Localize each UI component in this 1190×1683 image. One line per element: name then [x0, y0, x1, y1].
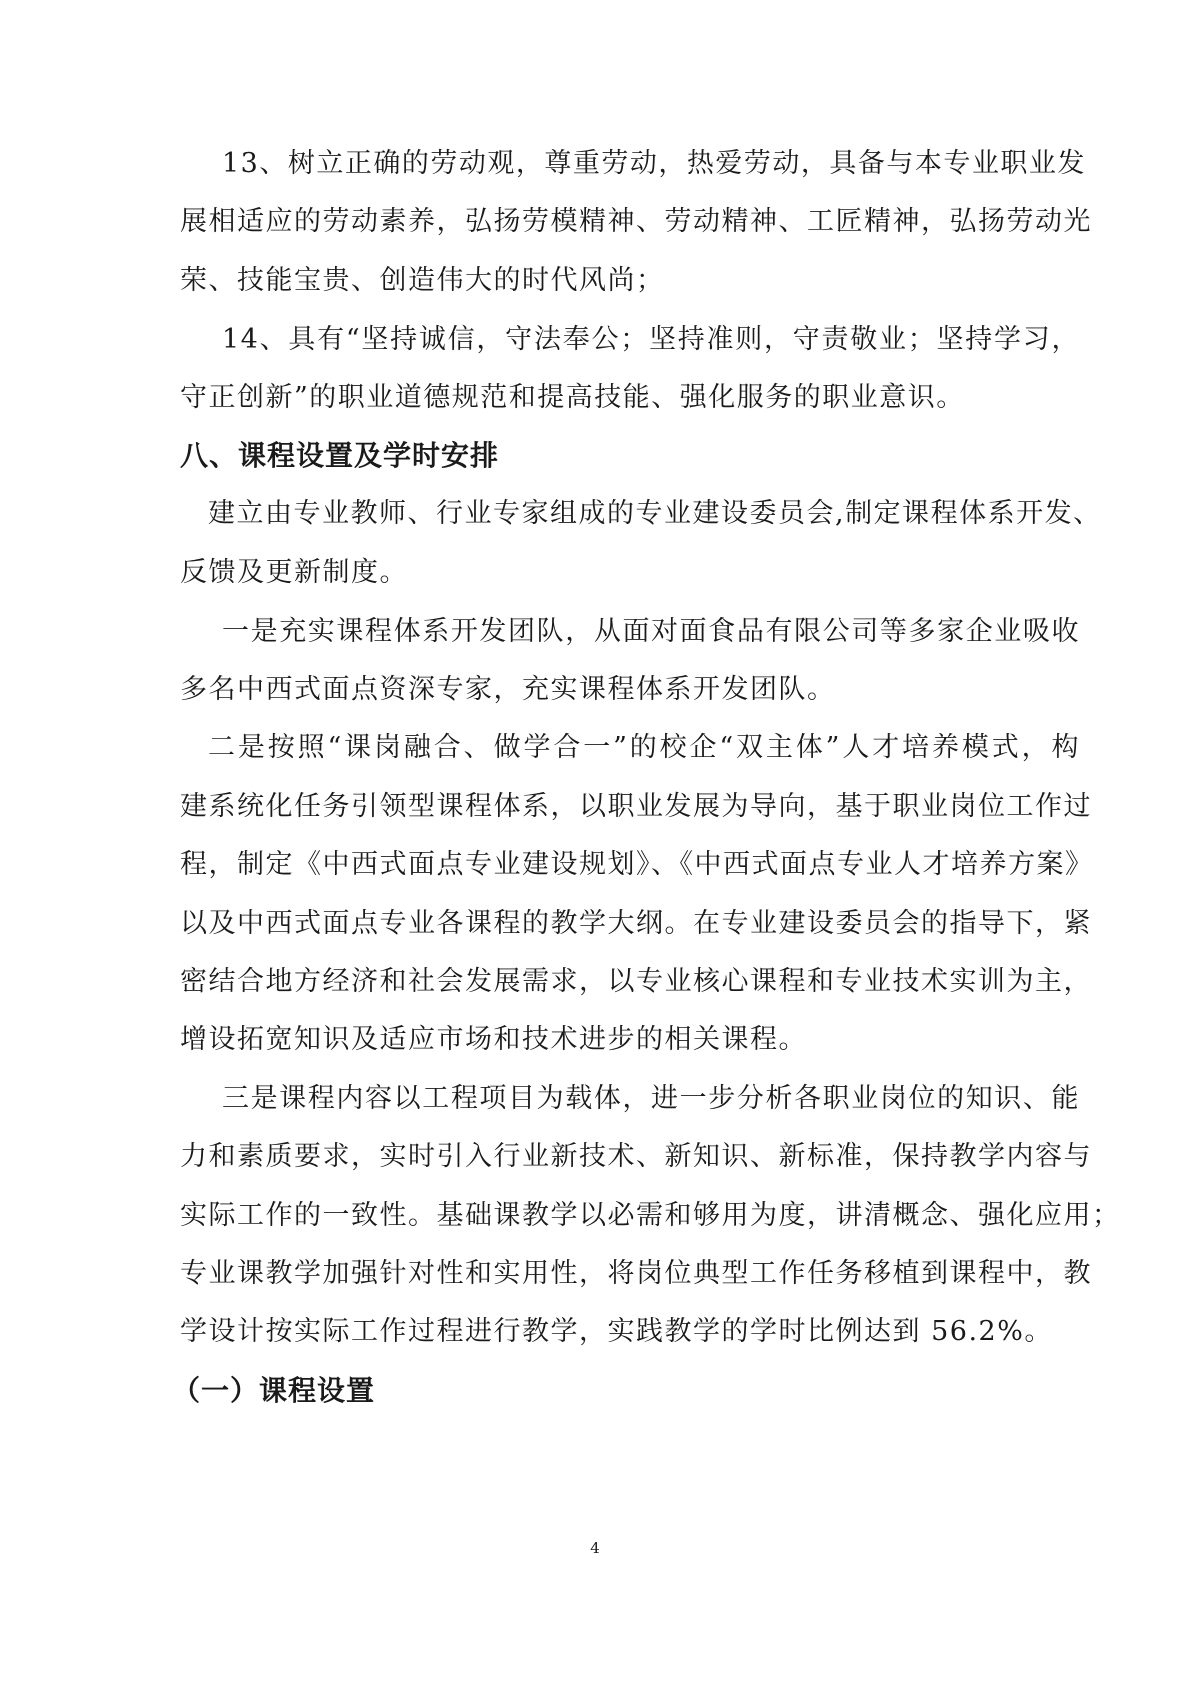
point3-line-1: 三是课程内容以工程项目为载体，进一步分析各职业岗位的知识、能	[222, 1083, 1080, 1114]
item13-line-3: 荣、技能宝贵、创造伟大的时代风尚；	[180, 265, 665, 296]
point3-line-4: 专业课教学加强针对性和实用性，将岗位典型工作任务移植到课程中，教	[180, 1258, 1092, 1289]
intro-line-1: 建立由专业教师、行业专家组成的专业建设委员会,制定课程体系开发、	[208, 498, 1102, 529]
point3-line-2: 力和素质要求，实时引入行业新技术、新知识、新标准，保持教学内容与	[180, 1141, 1092, 1172]
point2-line-6: 增设拓宽知识及适应市场和技术进步的相关课程。	[180, 1024, 807, 1055]
point2-line-5: 密结合地方经济和社会发展需求，以专业核心课程和专业技术实训为主，	[180, 966, 1092, 997]
point1-line-2: 多名中西式面点资深专家，充实课程体系开发团队。	[180, 674, 836, 705]
point2-line-3: 程，制定《中西式面点专业建设规划》、《中西式面点专业人才培养方案》	[180, 849, 1094, 880]
point3-line-3: 实际工作的一致性。基础课教学以必需和够用为度，讲清概念、强化应用；	[180, 1200, 1121, 1231]
item13-line-1: 13、树立正确的劳动观，尊重劳动，热爱劳动，具备与本专业职业发	[222, 148, 1086, 179]
section-heading: 八、课程设置及学时安排	[180, 439, 500, 472]
page-number: 4	[590, 1539, 600, 1557]
point2-line-1: 二是按照“课岗融合、做学合一”的校企“双主体”人才培养模式，构	[208, 732, 1080, 763]
point2-line-2: 建系统化任务引领型课程体系，以职业发展为导向，基于职业岗位工作过	[180, 791, 1092, 822]
item14-line-2: 守正创新”的职业道德规范和提高技能、强化服务的职业意识。	[180, 382, 965, 413]
point1-line-1: 一是充实课程体系开发团队，从面对面食品有限公司等多家企业吸收	[222, 616, 1080, 647]
item13-line-2: 展相适应的劳动素养，弘扬劳模精神、劳动精神、工匠精神，弘扬劳动光	[180, 206, 1092, 237]
item14-line-1: 14、具有“坚持诚信，守法奉公；坚持准则，守责敬业；坚持学习，	[222, 324, 1080, 355]
intro-line-2: 反馈及更新制度。	[180, 557, 408, 588]
point3-line-5: 学设计按实际工作过程进行教学，实践教学的学时比例达到 56.2%。	[180, 1316, 1053, 1347]
subsection-heading: （一）课程设置	[172, 1374, 376, 1407]
point2-line-4: 以及中西式面点专业各课程的教学大纲。在专业建设委员会的指导下，紧	[180, 908, 1092, 939]
